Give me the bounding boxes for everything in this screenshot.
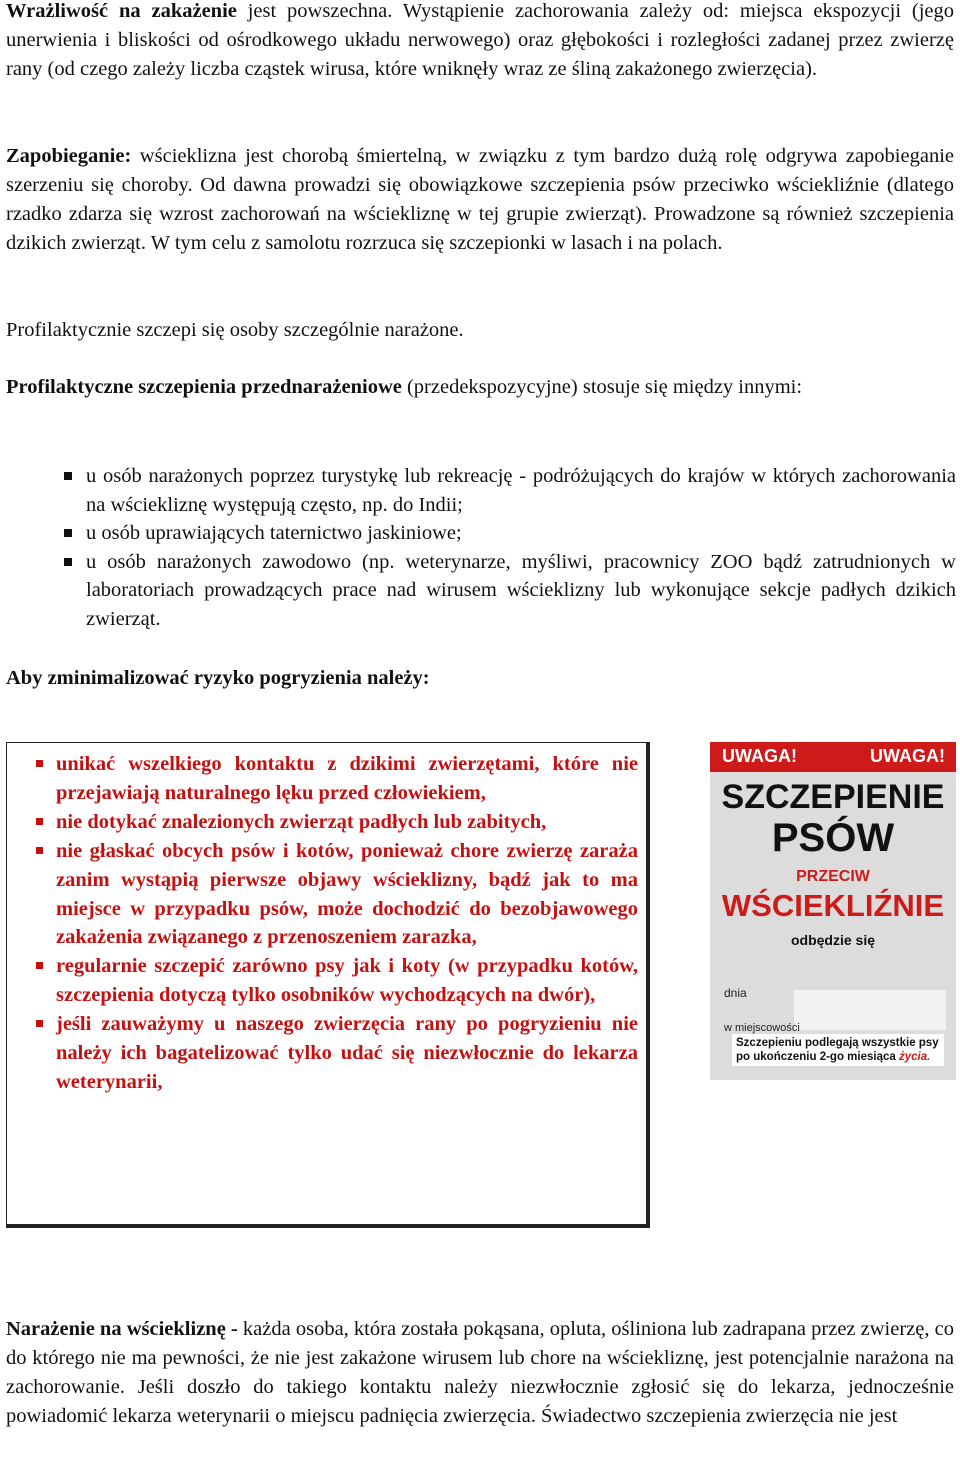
susceptibility-text: jest powszechna. Wystąpienie zachorowania zależy od: miejsca ekspozycji (jego unerwienia i bliskości od ośrodkowego układu nerwowego) oraz głębokości i rozległości zadanej przez zwierzę rany (od czego zależy liczba cząstek wirusa, które wniknęły wraz ze śliną zakażonego zwierzęcia).	[6, 0, 954, 80]
prevention-paragraph	[6, 142, 954, 258]
susceptibility-term: Wrażliwość na zakażenie	[6, 0, 237, 22]
list-item: regularnie szczepić zarówno psy jak i koty (w przypadku kotów, szczepienia dotyczą tylko osobników wychodzących na dwór),	[30, 952, 638, 1010]
pre-exposure-text: (przedekspozycyjne) stosuje się między innymi:	[401, 376, 803, 398]
poster-warning-left: UWAGA!	[722, 746, 797, 766]
exposure-term: Narażenie na wściekliznę -	[6, 1318, 238, 1340]
list-item: u osób narażonych poprzez turystykę lub rekreację - podróżujących do krajów w których zachorowania na wściekliznę występują często, np. do Indii;	[64, 462, 956, 519]
poster-date-label: odbędzie się	[790, 932, 876, 948]
poster-place-label: w miejscowości	[724, 1022, 800, 1034]
section-heading: Aby zminimalizować ryzyko pogryzienia należy:	[6, 667, 430, 689]
exposure-paragraph	[6, 1315, 954, 1431]
poster-day-label: dnia	[724, 986, 747, 1000]
poster-subtitle: PRZECIW	[796, 868, 870, 885]
poster-footer	[732, 1034, 944, 1066]
list-item: u osób narażonych zawodowo (np. weterynarze, myśliwi, pracownicy ZOO bądź zatrudnionych w laboratoriach prowadzących prace nad wirusem wścieklizny lub wykonujące sekcje padłych dzikich zwierząt.	[64, 548, 956, 634]
poster-title: SZCZEPIENIE	[721, 778, 945, 816]
prophylaxis-note: Profilaktycznie szczepi się osoby szczególnie narażone.	[6, 319, 464, 341]
prevention-term: Zapobieganie:	[6, 145, 132, 167]
pre-exposure-list	[64, 462, 956, 634]
poster-paper-note	[794, 990, 946, 1030]
poster-footer-text-2: po ukończeniu 2-go miesiąca	[736, 1051, 896, 1063]
poster-footer-text-3: życia.	[898, 1051, 931, 1063]
pre-exposure-paragraph	[6, 373, 954, 402]
list-item: nie głaskać obcych psów i kotów, ponieważ chore zwierzę zaraża zanim wystąpią pierwsze objawy wścieklizny, bądź jak to ma miejsce w przypadku psów, może dochodzić do bezobjawowego zakażenia związanego z przenoszeniem zarazka,	[30, 837, 638, 953]
prevention-text: wścieklizna jest chorobą śmiertelną, w związku z tym bardzo dużą rolę odgrywa zapobieganie szerzeniu się choroby. Od dawna prowadzi się obowiązkowe szczepienia psów przeciwko wściekliźnie (dlatego rzadko zdarza się wzrost zachorowań na wściekliznę w tej grupie zwierząt). Prowadzone są również szczepienia dzikich zwierząt. W tym celu z samolotu rozrzuca się szczepionki w lasach i na polach.	[6, 145, 954, 254]
pre-exposure-term: Profilaktyczne szczepienia przednarażeniowe	[6, 376, 402, 398]
list-item: unikać wszelkiego kontaktu z dzikimi zwierzętami, które nie przejawiają naturalnego lęku przed człowiekiem,	[30, 750, 638, 808]
susceptibility-paragraph	[6, 0, 954, 84]
advice-list	[30, 750, 638, 1097]
vaccination-poster-image	[710, 742, 956, 1080]
exposure-text: każda osoba, która została pokąsana, opluta, ośliniona lub zadrapana przez zwierzę, co do którego nie ma pewności, że nie jest zakażone wirusem lub chore na wściekliznę, jest potencjalnie narażona na zachorowanie. Jeśli doszło do takiego kontaktu należy niezwłocznie zgłosić się do lekarza, jednocześnie powiadomić lekarza weterynarii o miejscu padnięcia zwierzęcia. Świadectwo szczepienia zwierzęcia nie jest	[6, 1318, 954, 1427]
poster-warning-right: UWAGA!	[870, 746, 945, 766]
list-item: jeśli zauważymy u naszego zwierzęcia rany po pogryzieniu nie należy ich bagatelizować tylko udać się niezwłocznie do lekarza weterynarii,	[30, 1010, 638, 1097]
list-item: nie dotykać znalezionych zwierząt padłych lub zabitych,	[30, 808, 638, 837]
poster-footer-text: Szczepieniu podlegają wszystkie psy	[736, 1037, 939, 1049]
list-item: u osób uprawiających taternictwo jaskiniowe;	[64, 519, 956, 548]
poster-title-2: PSÓW	[771, 816, 895, 860]
poster-subtitle-2: WŚCIEKLIŹNIE	[721, 888, 945, 923]
